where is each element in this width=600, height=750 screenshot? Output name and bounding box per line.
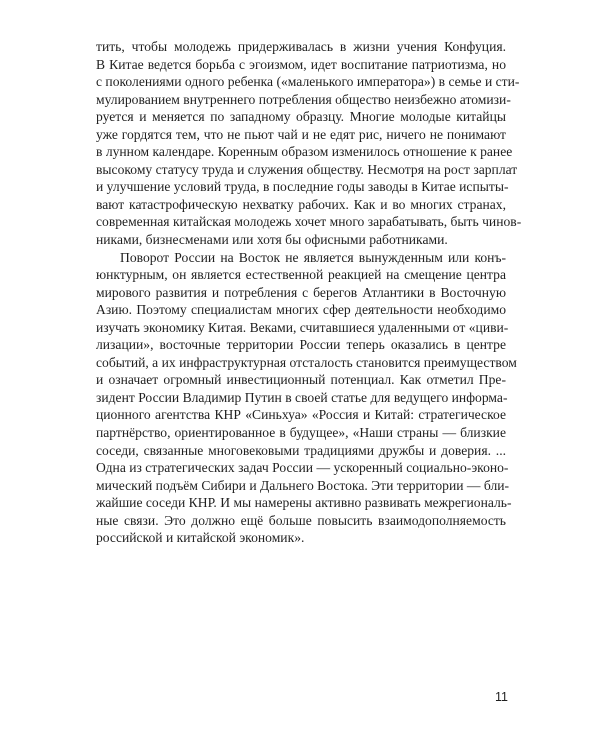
text-line: в лунном календаре. Коренным образом изменилось отношение к ранее [96, 144, 513, 160]
text-line: лизации», восточные территории России теперь оказались в центре [96, 337, 506, 353]
text-line: руется и меняется по западному образцу. Многие молодые китайцы [96, 109, 506, 125]
text-line: высокому статусу труда и служения обществу. Несмотря на рост зарплат [96, 161, 518, 177]
text-line: никами, бизнесменами или хотя бы офисными работниками. [96, 232, 448, 248]
text-line: мический подъём Сибири и Дальнего Востока. Эти территории — бли- [96, 477, 510, 493]
text-line: ные связи. Это должно ещё больше повысить взаимодополняемость [96, 512, 506, 528]
text-line: В Китае ведется борьба с эгоизмом, идет воспитание патриотизма, но [96, 56, 506, 72]
text-line: Одна из стратегических задач России — ускоренный социально-эконо- [96, 460, 509, 476]
text-line: вают катастрофическую нехватку рабочих. Как и во многих странах, [96, 196, 506, 212]
text-line: современная китайская молодежь хочет много зарабатывать, быть чинов- [96, 214, 522, 230]
text-line: юнктурным, он является естественной реакцией на смещение центра [96, 267, 506, 283]
text-line: жайшие соседи КНР. И мы намерены активно развивать межрегиональ- [96, 495, 512, 511]
text-line: и означает огромный инвестиционный потенциал. Как отметил Пре- [96, 372, 506, 388]
text-line: и улучшение условий труда, в последние годы заводы в Китае испыты- [96, 179, 509, 195]
text-line: мулированием внутреннего потребления общество неизбежно атомизи- [96, 91, 511, 107]
text-line: тить, чтобы молодежь придерживалась в жизни учения Конфуция. [96, 39, 506, 54]
text-line: российской и китайской экономик». [96, 530, 305, 546]
text-line: ционного агентства КНР «Синьхуа» «Россия и Китай: стратегическое [96, 407, 506, 423]
text-line: уже гордятся тем, что не пьют чай и не едят рис, ничего не понимают [96, 126, 506, 142]
page-number: 11 [495, 690, 508, 704]
text-line: событий, а их инфраструктурная отсталость становится преимуществом [96, 354, 517, 370]
paragraph [96, 38, 522, 249]
body-text [96, 38, 522, 547]
text-line: соседи, связанные многовековыми традициями дружбы и доверия. ... [96, 442, 506, 458]
text-line: Азию. Поэтому специалистам многих сфер деятельности необходимо [96, 302, 506, 318]
text-line: Поворот России на Восток не является вынужденным или конъ- [120, 249, 506, 265]
paragraph [96, 249, 517, 547]
text-line: с поколениями одного ребенка («маленького императора») в семье и сти- [96, 74, 520, 90]
text-line: мирового развития и потребления с берегов Атлантики в Восточную [96, 284, 506, 300]
text-line: изучать экономику Китая. Веками, считавшиеся удаленными от «циви- [96, 319, 509, 335]
text-line: зидент России Владимир Путин в своей статье для ведущего информа- [96, 389, 508, 405]
text-line: партнёрство, ориентированное в будущее», «Наши страны — близкие [96, 425, 506, 441]
